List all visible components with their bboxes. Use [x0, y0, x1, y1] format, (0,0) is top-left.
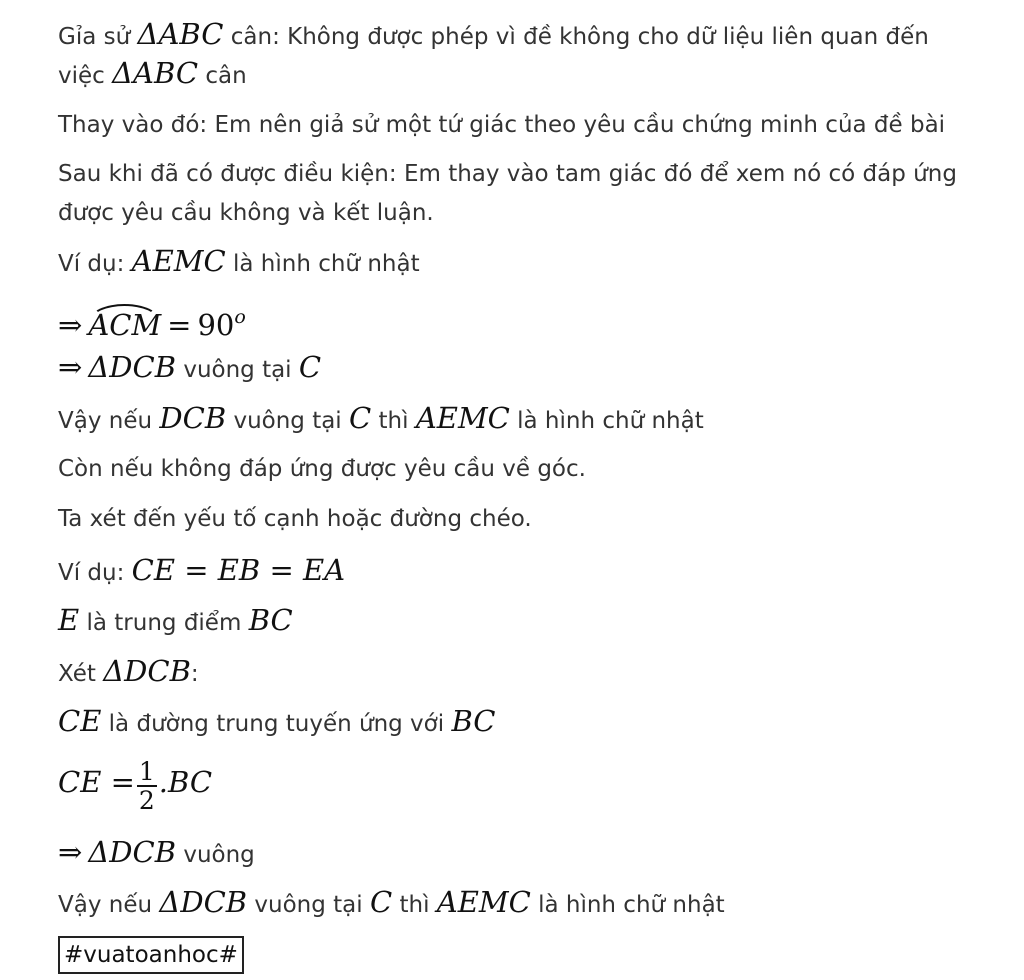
math-expression: ΔDCB [88, 835, 177, 869]
text-line-9 [58, 401, 704, 438]
text-segment: thì [371, 408, 416, 434]
math-expression: BC [451, 704, 496, 738]
math-expression: C [369, 885, 393, 919]
math-expression: .BC [158, 765, 213, 799]
text-line-2 [58, 56, 247, 93]
text-line-4 [58, 157, 957, 191]
fraction [137, 758, 157, 814]
text-segment: Còn nếu không đáp ứng được yêu cầu về góc. [58, 456, 586, 482]
text-line-18 [58, 885, 725, 922]
math-expression: CE = EB = EA [131, 553, 346, 587]
math-expression: AEMC [415, 401, 510, 435]
text-segment: được yêu cầu không và kết luận. [58, 200, 434, 226]
text-segment: vuông tại [247, 892, 370, 918]
math-expression: C [298, 350, 322, 384]
math-expression: ΔDCB [159, 885, 248, 919]
text-segment: : [190, 661, 199, 687]
implies-arrow: ⇒ [58, 308, 83, 342]
text-segment: cân: Không được phép vì đề không cho dữ liệu liên quan đến [223, 24, 929, 50]
text-segment: là hình chữ nhật [530, 892, 725, 918]
hashtag-box: #vuatoanhoc# [58, 936, 244, 974]
math-expression: ΔDCB [103, 654, 191, 688]
angle-expression: ACM [88, 308, 162, 342]
text-segment: việc [58, 63, 113, 89]
text-line-12 [58, 553, 345, 590]
math-expression: DCB [159, 401, 227, 435]
math-expression: AEMC [131, 244, 226, 278]
text-segment: Vậy nếu [58, 408, 160, 434]
text-line-11 [58, 502, 532, 536]
math-expression: C [349, 401, 372, 435]
math-expression: BC [248, 603, 293, 637]
text-segment: là đường trung tuyến ứng với [101, 711, 452, 737]
text-segment: Xét [58, 661, 104, 687]
text-segment: là trung điểm [79, 610, 249, 636]
math-expression: AEMC [436, 885, 531, 919]
text-segment: cân [198, 63, 247, 89]
text-segment: vuông [176, 842, 255, 868]
text-line-14 [58, 654, 199, 691]
fraction-denominator: 2 [138, 785, 155, 815]
text-segment: vuông tại [226, 408, 350, 434]
text-line-7 [58, 300, 246, 345]
fraction-numerator: 1 [138, 756, 155, 786]
text-line-3 [58, 108, 945, 142]
text-line-13 [58, 603, 293, 640]
text-segment: Ví dụ: [58, 560, 132, 586]
text-line-1 [58, 17, 929, 54]
text-line-17 [58, 835, 255, 872]
math-expression: CE [58, 704, 102, 738]
text-segment: Thay vào đó: Em nên giả sử một tứ giác theo yêu cầu chứng minh của đề bài [58, 112, 946, 138]
degree-superscript: o [234, 306, 246, 328]
text-segment: Gỉa sử [58, 24, 138, 50]
text-segment: Ví dụ: [58, 251, 132, 277]
equals-sign: = [167, 308, 192, 342]
angle-value: 90 [197, 308, 235, 342]
text-segment: Ta xét đến yếu tố cạnh hoặc đường chéo. [58, 506, 532, 532]
text-line-10 [58, 452, 586, 486]
math-expression: ΔDCB [88, 350, 177, 384]
math-expression: E [58, 603, 80, 637]
text-line-16 [58, 752, 212, 815]
math-expression: ΔABC [112, 56, 199, 90]
text-segment: Sau khi đã có được điều kiện: Em thay vào tam giác đó để xem nó có đáp ứng [58, 161, 957, 187]
math-expression: CE = [58, 765, 135, 799]
text-line-tag [58, 936, 244, 974]
text-line-8 [58, 350, 321, 387]
text-segment: Vậy nếu [58, 892, 160, 918]
text-line-6 [58, 244, 420, 281]
text-segment: vuông tại [176, 357, 299, 383]
text-segment: thì [392, 892, 437, 918]
text-line-5 [58, 196, 434, 230]
text-line-15 [58, 704, 495, 741]
math-expression: ΔABC [137, 17, 224, 51]
text-segment: là hình chữ nhật [509, 408, 704, 434]
implies-arrow: ⇒ [58, 835, 83, 869]
text-segment: là hình chữ nhật [225, 251, 420, 277]
implies-arrow: ⇒ [58, 350, 83, 384]
